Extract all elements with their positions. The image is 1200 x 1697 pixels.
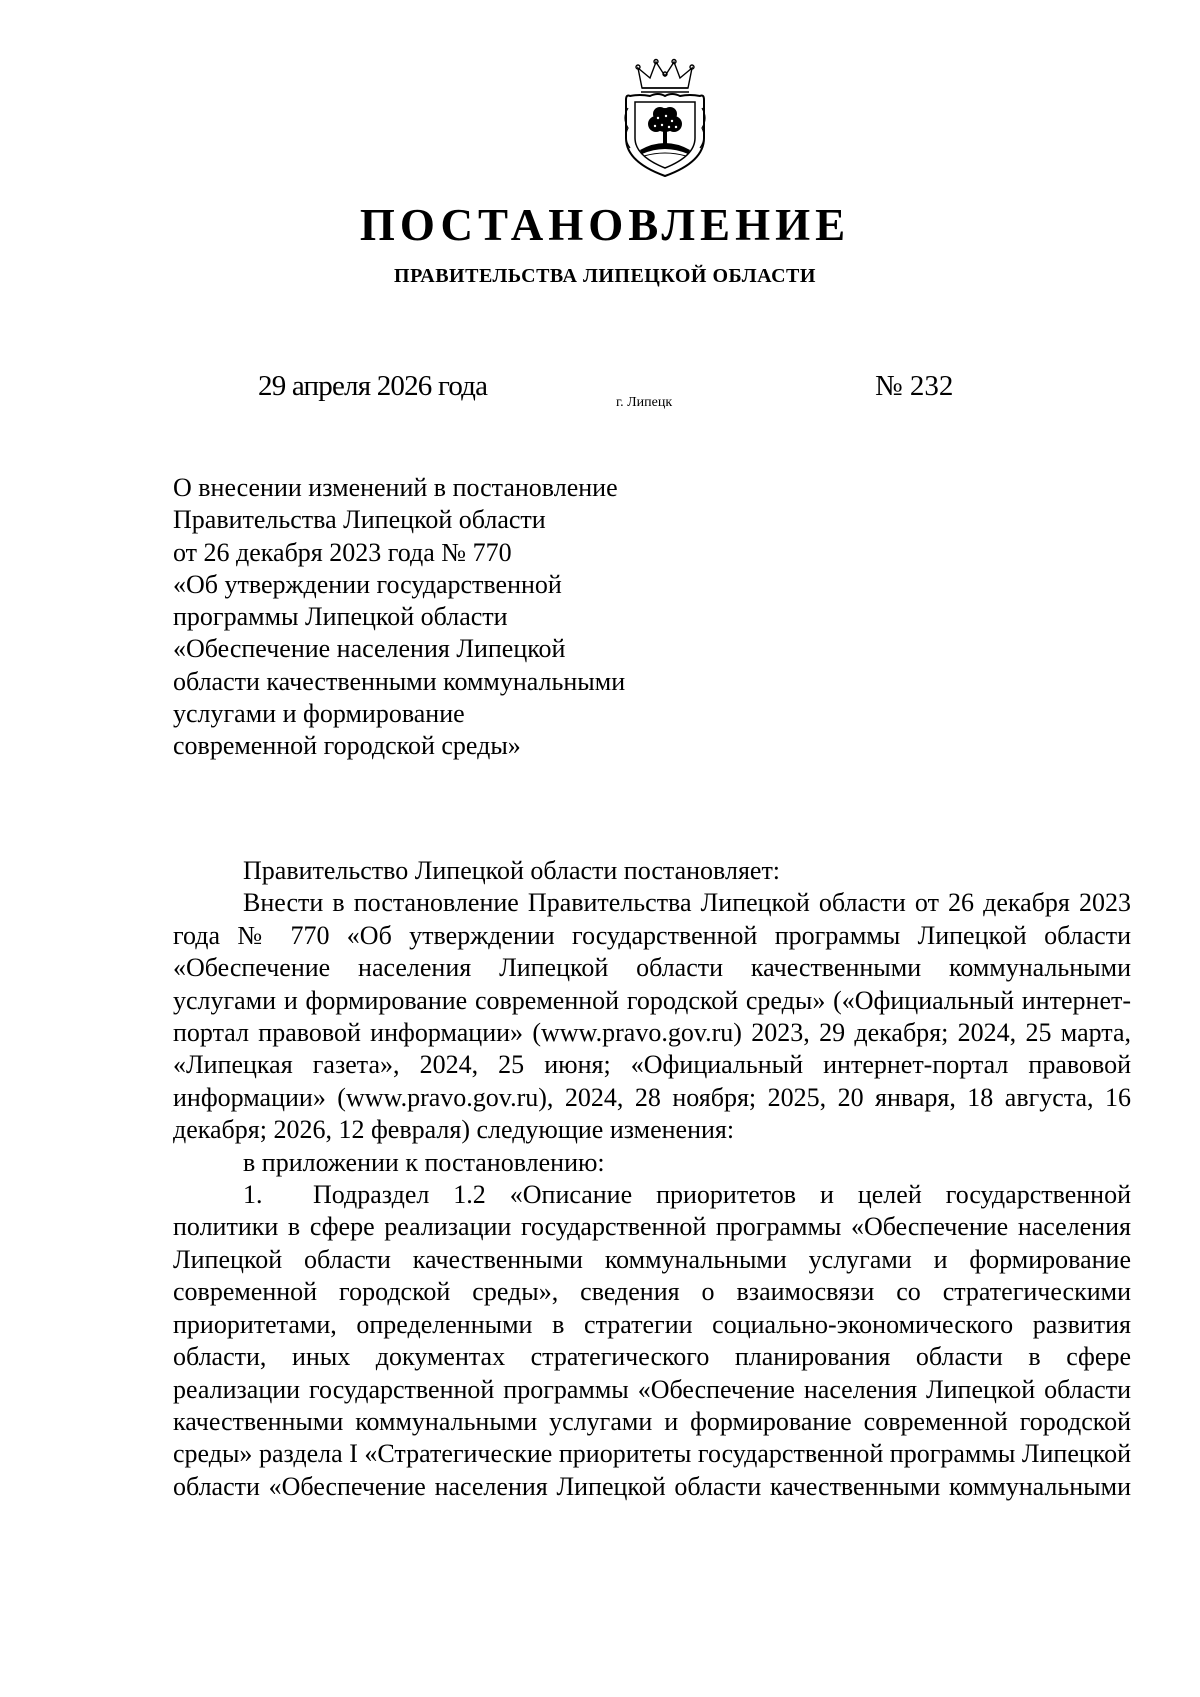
subject-line: Правительства Липецкой области	[173, 505, 546, 535]
document-city: г. Липецк	[616, 395, 673, 410]
subject-line: области качественными коммунальными	[173, 666, 626, 696]
list-item-text: Подраздел 1.2 «Описание приоритетов и целей государственной политики в сфере реализации государственной программы «Обеспечение населения Липецкой области качественными коммунальными услугами и формирование современной городской среды», сведения о взаимосвязи со стратегическими приоритетами, определенными в стратегии социально-экономического развития области, иных документах стратегического планирования области в сфере реализации государственной программы «Обеспечение населения Липецкой области качественными коммунальными услугами и формирование современной городской среды» раздела I «Стратегические приоритеты государственной программы Липецкой области «Обеспечение населения Липецкой области качественными коммунальными	[173, 1180, 1131, 1501]
document-date: 29 апреля 2026 года	[258, 370, 488, 402]
subject-line: О внесении изменений в постановление	[173, 473, 618, 502]
document-type-title: ПОСТАНОВЛЕНИЕ	[359, 200, 851, 250]
subject-line: современной городской среды»	[173, 731, 521, 761]
main-paragraph: Внести в постановление Правительства Липецкой области от 26 декабря 2023 года № 770 «Об утверждении государственной программы Липецкой области «Обеспечение населения Липецкой области качественными коммунальными услугами и формирование современной городской среды» («Официальный интернет-портал правовой информации» (www.pravo.gov.ru) 2023, 29 декабря; 2024, 25 марта, «Липецкая газета», 2024, 25 июня; «Официальный интернет-портал правовой информации» (www.pravo.gov.ru), 2024, 28 ноября; 2025, 20 января, 18 августа, 16 декабря; 2026, 12 февраля) следующие изменения:	[173, 888, 1131, 1145]
subject-line: услугами и формирование	[173, 699, 465, 729]
document-subject	[173, 472, 733, 763]
document-body	[173, 855, 1131, 1503]
preamble: Правительство Липецкой области постановляет:	[243, 856, 781, 885]
coat-of-arms-icon	[620, 58, 710, 180]
issuing-authority: ПРАВИТЕЛЬСТВА ЛИПЕЦКОЙ ОБЛАСТИ	[394, 265, 816, 287]
subject-line: «Об утверждении государственной	[173, 569, 562, 599]
document-number: № 232	[875, 370, 954, 402]
list-item-number: 1.	[243, 1180, 263, 1210]
subject-line: программы Липецкой области	[173, 602, 508, 632]
subject-line: «Обеспечение населения Липецкой	[173, 634, 566, 664]
appendix-intro: в приложении к постановлению:	[243, 1147, 605, 1177]
subject-line: от 26 декабря 2023 года № 770	[173, 537, 512, 567]
list-item	[173, 1179, 1131, 1503]
